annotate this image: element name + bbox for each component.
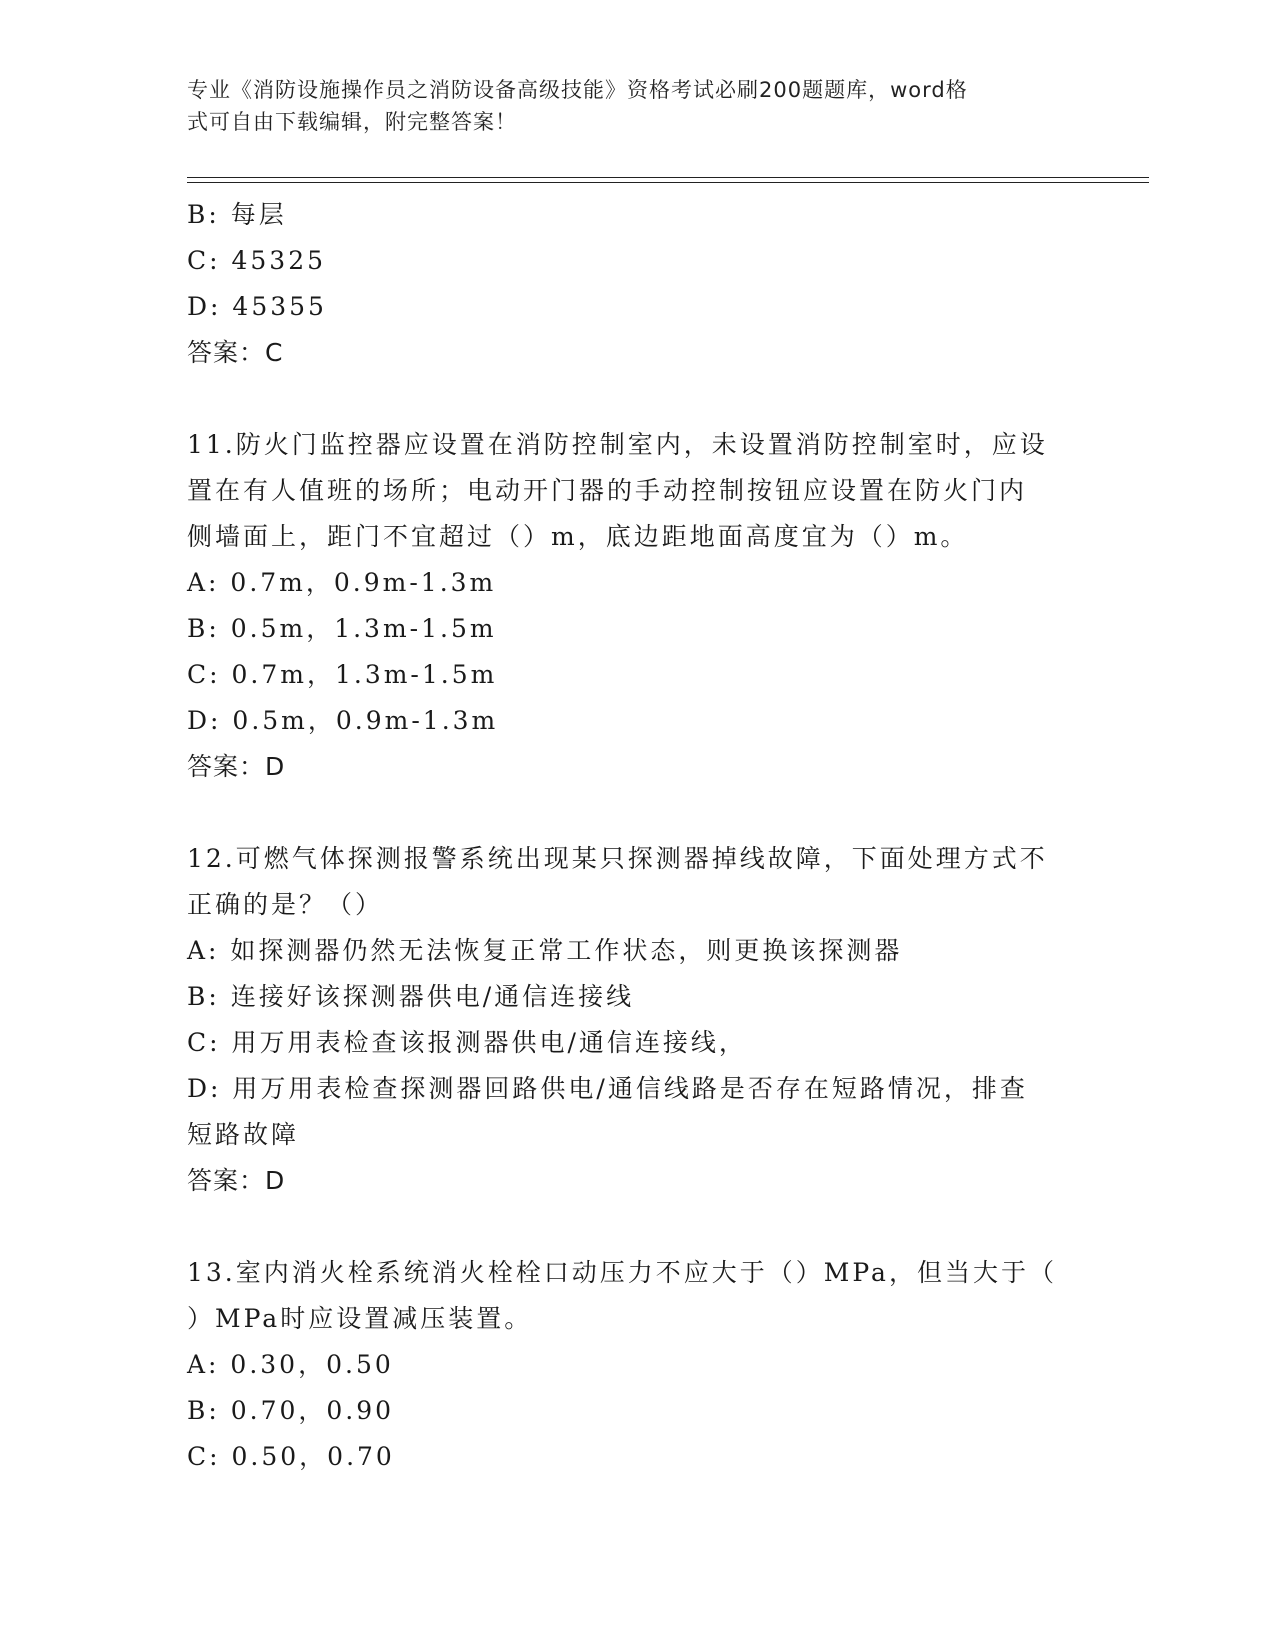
header-line-1: 专业《消防设施操作员之消防设备高级技能》资格考试必刷200题题库，word格 [187,78,968,102]
option-b: B: 连接好该探测器供电/通信连接线 [187,982,635,1011]
answer: 答案：D [187,752,286,781]
option-c: C: 用万用表检查该报测器供电/通信连接线， [187,1028,747,1057]
option-b: B: 每层 [187,200,287,229]
option-d: D: 用万用表检查探测器回路供电/通信线路是否存在短路情况，排查 [187,1074,1028,1103]
option-a: A: 如探测器仍然无法恢复正常工作状态，则更换该探测器 [187,936,903,965]
document-header [187,74,1067,138]
question-text-line: 13.室内消火栓系统消火栓栓口动压力不应大于（）MPa，但当大于（ [187,1258,1057,1287]
question-text-line: 11.防火门监控器应设置在消防控制室内，未设置消防控制室时，应设 [187,430,1048,459]
option-b: B: 0.5m，1.3m-1.5m [187,614,497,643]
header-divider [187,177,1149,178]
question-text-line: ）MPa时应设置减压装置。 [187,1304,533,1333]
option-a: A: 0.30，0.50 [187,1350,394,1379]
header-divider-second [187,182,1149,183]
question-list [187,192,1087,1480]
question-12 [187,836,1087,1204]
option-c: C: 45325 [187,246,327,275]
question-11 [187,422,1087,790]
question-text-line: 正确的是？（） [187,890,384,919]
option-a: A: 0.7m，0.9m-1.3m [187,568,497,597]
option-d: D: 45355 [187,292,327,321]
question-text-line: 12.可燃气体探测报警系统出现某只探测器掉线故障，下面处理方式不 [187,844,1048,873]
header-line-2: 式可自由下载编辑，附完整答案！ [187,110,517,134]
answer: 答案：D [187,1166,286,1195]
option-d-continued: 短路故障 [187,1120,300,1149]
option-d: D: 0.5m，0.9m-1.3m [187,706,499,735]
option-c: C: 0.7m，1.3m-1.5m [187,660,498,689]
question-text-line: 置在有人值班的场所；电动开门器的手动控制按钮应设置在防火门内 [187,476,1028,505]
option-c: C: 0.50，0.70 [187,1442,395,1471]
question-13 [187,1250,1087,1480]
option-b: B: 0.70，0.90 [187,1396,395,1425]
question-text-line: 侧墙面上，距门不宜超过（）m，底边距地面高度宜为（）m。 [187,522,969,551]
prev-question [187,192,1087,376]
answer: 答案：C [187,338,284,367]
